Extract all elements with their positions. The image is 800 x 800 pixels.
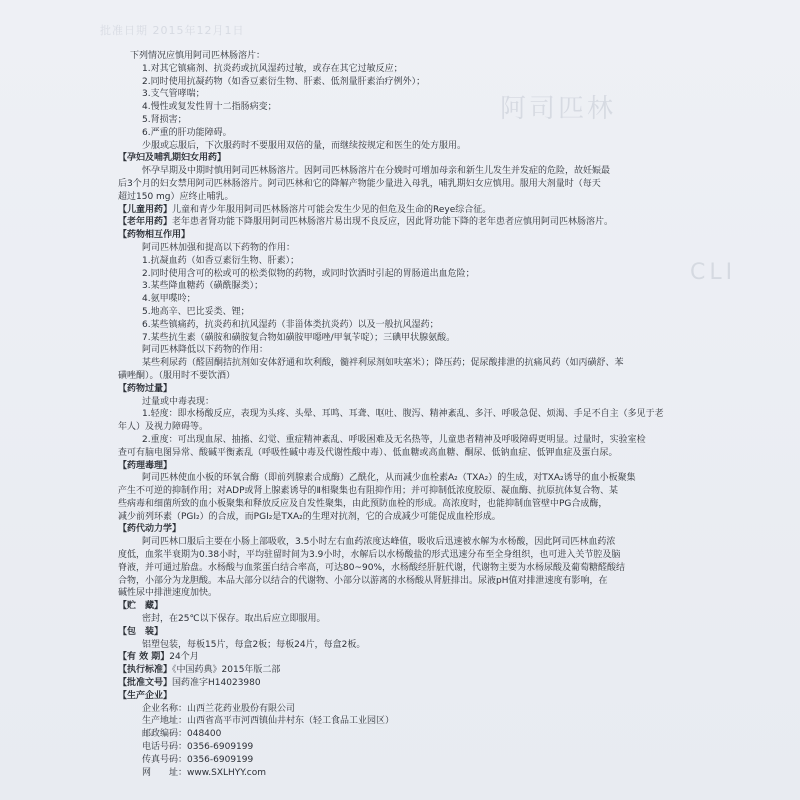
- caution-title: 下列情况应慎用阿司匹林肠溶片：: [130, 51, 266, 61]
- overdose-text: 2.重度：可出现血尿、抽搐、幻觉、重症精神紊乱、呼吸困难及无名热等，儿童患者精神及呼吸障碍更明显。过量时，实验室检: [142, 434, 646, 445]
- toxicology-text: 些病毒和细菌所致的血小板聚集和释放反应及自发性聚集，由此预防血栓的形成。高浓度时，也能抑制血管壁中PG合成酶，: [118, 498, 608, 509]
- section-heading: 【孕妇及哺乳期妇女用药】: [118, 153, 227, 164]
- standard-text: 《中国药典》2015年版二部: [172, 665, 281, 676]
- manufacturer-row: 邮政编码：048400: [142, 729, 222, 740]
- interaction-item: 4.氨甲喋呤；: [142, 294, 196, 305]
- interaction-item: 2.同时使用含可的松或可的松类似物的药物，或同时饮酒时引起的胃肠道出血危险；: [142, 268, 475, 279]
- section-heading: 【儿童用药】: [118, 204, 173, 215]
- interactions-text: 磺唑酮）。（服用时不要饮酒）: [118, 370, 236, 381]
- overdose-text: 1.轻度：即水杨酸反应，表现为头疼、头晕、耳鸣、耳聋、呕吐、腹泻、精神紊乱、多汗、呼吸急促、烦渴、手足不自主（多见于老: [142, 409, 664, 420]
- caution-item: 5.肾损害；: [142, 114, 187, 125]
- section-heading: 【药代动力学】: [118, 524, 182, 535]
- manufacturer-row: 电话号码：0356-6909199: [142, 742, 254, 753]
- storage-text: 密封，在25℃以下保存。取出后应立即服用。: [142, 614, 326, 625]
- section-heading: 【包 装】: [118, 626, 164, 637]
- pharmacokinetics-text: 阿司匹林口服后主要在小肠上部吸收，3.5小时左右血药浓度达峰值，吸收后迅速被水解为水杨酸，因此阿司匹林血药浓: [142, 537, 616, 548]
- manufacturer-row: 生产地址：山西省高平市河西镇仙井村东（轻工食品工业园区）: [142, 716, 395, 727]
- pregnancy-text: 怀孕早期及中期时慎用阿司匹林肠溶片。因阿司匹林肠溶片在分娩时可增加母亲和新生儿发生并发症的危险，故妊娠最: [142, 166, 611, 177]
- validity-text: 24个月: [169, 652, 199, 663]
- interaction-item: 7.某些抗生素（磺胺和磺胺复合物如磺胺甲噁唑/甲氧苄啶）；三碘甲状腺氨酸。: [142, 332, 456, 343]
- caution-item: 6.严重的肝功能障碍。: [142, 127, 232, 138]
- section-heading: 【贮 藏】: [118, 601, 164, 612]
- interaction-item: 5.地高辛、巴比妥类、锂；: [142, 306, 250, 317]
- toxicology-text: 阿司匹林使血小板的环氧合酶（即前列腺素合成酶）乙酰化，从而减少血栓素A₂（TXA₂）的生成，对TXA₂诱导的血小板聚集: [142, 473, 636, 484]
- toxicology-text: 减少前列环素（PGI₂）的合成，而PGI₂是TXA₂的生理对抗剂，它的合成减少可能促成血栓形成。: [118, 511, 501, 522]
- section-heading: 【有 效 期】: [118, 652, 170, 663]
- interaction-item: 1.抗凝血药（如香豆素衍生物、肝素）；: [142, 255, 300, 266]
- packaging-text: 铝塑包装，每板15片，每盒2板；每板24片，每盒2板。: [142, 639, 366, 650]
- overdose-text: 查可有脑电图异常、酸碱平衡紊乱（呼吸性碱中毒及代谢性酸中毒）、低血糖或高血糖、酮尿、低钠血症、低钾血症及蛋白尿。: [118, 447, 618, 458]
- caution-note: 少服或忘服后，下次服药时不要服用双倍的量，而继续按规定和医生的处方服用。: [142, 140, 467, 151]
- caution-item: 4.慢性或复发性胃十二指肠病变；: [142, 102, 277, 113]
- toxicology-text: 产生不可逆的抑制作用；对ADP或肾上腺素诱导的Ⅱ相聚集也有阻抑作用；并可抑制低浓度胶原、凝血酶、抗原抗体复合物、某: [118, 486, 618, 497]
- manufacturer-row: 企业名称：山西兰花药业股份有限公司: [142, 703, 296, 714]
- manufacturer-website: 网 址：www.SXLHYY.com: [142, 767, 267, 778]
- overdose-text: 年人）及视力障碍等。: [118, 422, 209, 433]
- caution-item: 3.支气管哮喘；: [142, 89, 205, 100]
- pharmacokinetics-text: 合物，小部分为龙胆酸。本品大部分以结合的代谢物、小部分以游离的水杨酸从肾脏排出。尿液pH值对排泄速度有影响，在: [118, 575, 608, 586]
- section-heading: 【药物过量】: [118, 383, 173, 394]
- interactions-text: 某些利尿药（醛固酮拮抗剂如安体舒通和坎利酸，髓袢利尿剂如呋塞米）；降压药；促尿酸排泄的抗痛风药（如丙磺舒、苯: [142, 358, 624, 369]
- overdose-intro: 过量或中毒表现：: [142, 396, 215, 407]
- header-fragment: 批准日期 2015年12月1日: [100, 24, 245, 37]
- manufacturer-row: 传真号码：0356-6909199: [142, 754, 254, 765]
- interaction-item: 3.某些降血糖药（磺酰脲类）；: [142, 281, 264, 292]
- section-heading: 【批准文号】: [118, 678, 173, 689]
- pregnancy-text: 超过150 mg）应终止哺乳。: [118, 191, 234, 202]
- watermark-text: 阿司匹林: [500, 94, 617, 124]
- pharmacokinetics-text: 脊液，并可通过胎盘。水杨酸与血浆蛋白结合率高，可达80~90%，水杨酸经肝脏代谢，代谢物主要为水杨尿酸及葡萄糖醛酸结: [118, 562, 626, 573]
- caution-item: 2.同时使用抗凝药物（如香豆素衍生物、肝素、低剂量肝素治疗例外）；: [142, 76, 426, 87]
- section-heading: 【执行标准】: [118, 665, 173, 676]
- interactions-intro-2: 阿司匹林降低以下药物的作用：: [142, 345, 269, 356]
- interactions-intro: 阿司匹林加强和提高以下药物的作用：: [142, 242, 296, 253]
- section-heading: 【药物相互作用】: [118, 230, 191, 241]
- interaction-item: 6.某些镇痛药，抗炎药和抗风湿药（非甾体类抗炎药）以及一般抗风湿药；: [142, 319, 439, 330]
- leaflet-content: [118, 50, 704, 779]
- pregnancy-text: 后3个月的妇女禁用阿司匹林肠溶片。阿司匹林和它的降解产物能少量进入母乳，哺乳期妇女应慎用。服用大剂量时（每天: [118, 178, 601, 189]
- approval-text: 国药准字H14023980: [172, 678, 261, 689]
- watermark-logo: CLI: [690, 260, 737, 285]
- caution-item: 1.对其它镇痛剂、抗炎药或抗风湿药过敏，或存在其它过敏反应；: [142, 63, 403, 74]
- section-heading: 【老年用药】: [118, 217, 173, 228]
- section-heading: 【药理毒理】: [118, 460, 173, 471]
- pharmacokinetics-text: 碱性尿中排泄速度加快。: [118, 588, 218, 599]
- pharmacokinetics-text: 度低，血浆半衰期为0.38小时，平均驻留时间为3.9小时，水解后以水杨酸盐的形式迅速分布至全身组织，也可进入关节腔及脑: [118, 550, 621, 561]
- children-text: 儿童和青少年服用阿司匹林肠溶片可能会发生少见的但危及生命的Reye综合征。: [172, 204, 492, 215]
- elderly-text: 老年患者肾功能下降服用阿司匹林肠溶片易出现不良反应，因此肾功能下降的老年患者应慎用阿司匹林肠溶片。: [172, 217, 614, 228]
- section-heading: 【生产企业】: [118, 690, 173, 701]
